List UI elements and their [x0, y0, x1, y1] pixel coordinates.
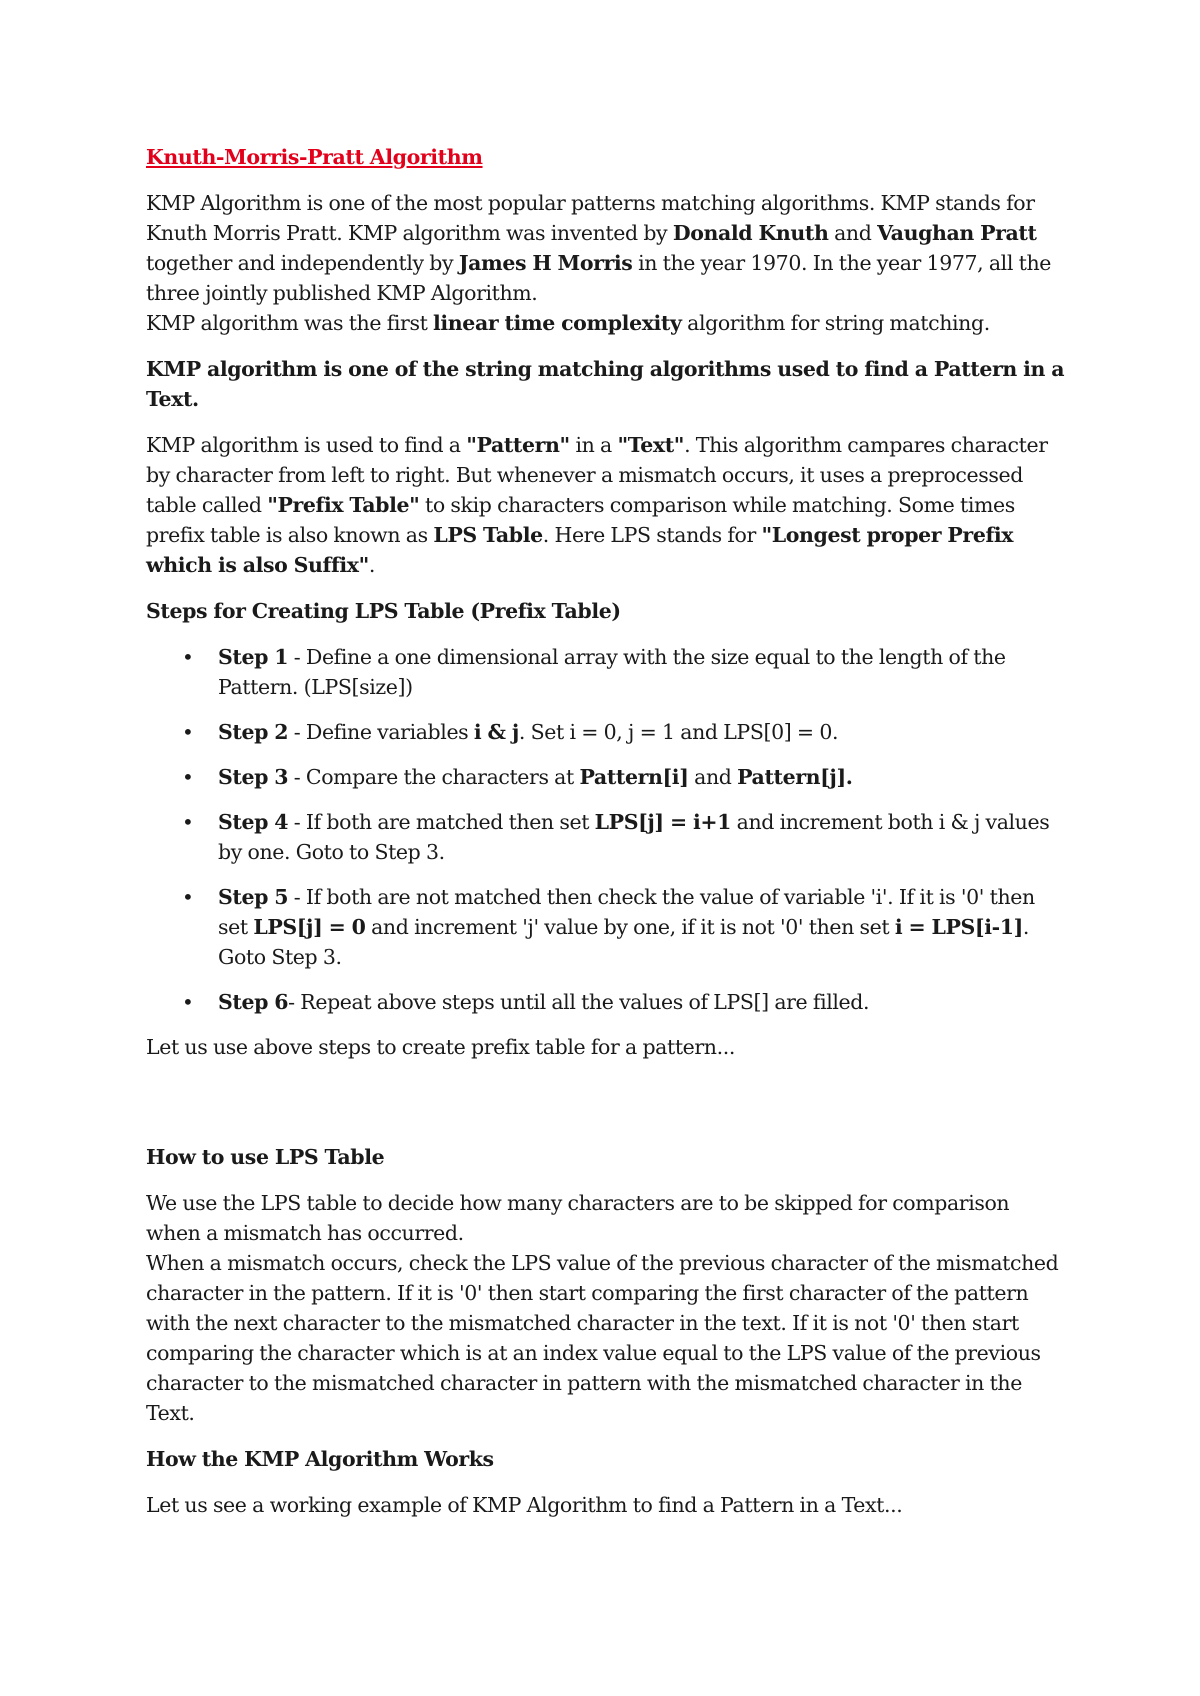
desc-text-6: .: [368, 553, 376, 577]
bullet-icon: •: [182, 765, 194, 789]
desc-text-1: KMP algorithm is used to find a: [146, 433, 467, 457]
steps-list: [146, 642, 1066, 1017]
steps-outro: Let us use above steps to create prefix table for a pattern...: [146, 1035, 735, 1059]
step-item-6: [146, 987, 1066, 1017]
step-text: - Define variables: [288, 720, 474, 744]
intro-bold-linear-time: linear time complexity: [433, 311, 682, 335]
step-bold: Pattern[j].: [737, 765, 853, 789]
intro-text-3: together and independently by: [146, 251, 459, 275]
intro-text-2: and: [828, 221, 878, 245]
intro-bold-vaughan-pratt: Vaughan Pratt: [877, 221, 1037, 245]
lps-paragraph: [146, 1188, 1066, 1428]
step-item-1: [146, 642, 1066, 702]
desc-text-2: in a: [569, 433, 618, 457]
intro-bold-donald-knuth: Donald Knuth: [672, 221, 829, 245]
document-page: [146, 142, 1066, 1536]
step-bold: Pattern[i]: [579, 765, 689, 789]
step-text: . Goto Step 3.: [218, 915, 1029, 969]
step-text: - If both are not matched then check the value of variable 'i'. If it is '0' then set: [218, 885, 1035, 939]
intro-text-5: KMP algorithm was the first: [146, 311, 434, 335]
intro-text-4: in the year 1970. In the year 1977, all the three jointly published KMP Algorithm.: [146, 251, 1051, 305]
works-paragraph: Let us see a working example of KMP Algorithm to find a Pattern in a Text...: [146, 1493, 903, 1517]
intro-text-6: algorithm for string matching.: [681, 311, 990, 335]
step-label: Step 3: [218, 765, 289, 789]
bullet-icon: •: [182, 885, 194, 909]
intro-text-1: KMP Algorithm is one of the most popular patterns matching algorithms. KMP stands for Knuth Morris Pratt. KMP algorithm was invented by: [146, 191, 1035, 245]
desc-bold-lps-meaning: "Longest proper Prefix which is also Suffix": [146, 523, 1014, 577]
step-label: Step 4: [218, 810, 289, 834]
works-heading: How the KMP Algorithm Works: [146, 1447, 494, 1471]
step-text: - Compare the characters at: [288, 765, 580, 789]
step-label: Step 1: [218, 645, 289, 669]
step-text: and: [688, 765, 738, 789]
step-bold: LPS[j] = i+1: [594, 810, 732, 834]
desc-bold-lps-table: LPS Table: [433, 523, 543, 547]
step-bold: i & j: [473, 720, 519, 744]
bullet-icon: •: [182, 990, 194, 1014]
step-item-2: [146, 717, 1066, 747]
intro-paragraph: [146, 188, 1066, 338]
step-text: and increment 'j' value by one, if it is not '0' then set: [365, 915, 895, 939]
step-item-3: [146, 762, 1066, 792]
step-bold: i = LPS[i-1]: [894, 915, 1023, 939]
bullet-icon: •: [182, 810, 194, 834]
description-paragraph: [146, 430, 1066, 580]
step-text: - Define a one dimensional array with the size equal to the length of the Pattern. (LPS[size]): [218, 645, 1006, 699]
desc-bold-prefix-table: "Prefix Table": [267, 493, 420, 517]
step-text: . Set i = 0, j = 1 and LPS[0] = 0.: [518, 720, 839, 744]
document-title: Knuth-Morris-Pratt Algorithm: [146, 145, 483, 169]
lps-text-2: When a mismatch occurs, check the LPS value of the previous character of the mismatched character in the pattern. If it is '0' then start comparing the first character of the pattern with the next character to the mismatched character in the text. If it is not '0' then start comparing the character which is at an index value equal to the LPS value of the previous character to the mismatched character in pattern with the mismatched character in the Text.: [146, 1251, 1059, 1425]
desc-bold-text: "Text": [617, 433, 685, 457]
bold-statement: KMP algorithm is one of the string matching algorithms used to find a Pattern in a Text.: [146, 357, 1065, 411]
blank-space: [146, 1078, 1066, 1142]
step-label: Step 6: [218, 990, 289, 1014]
step-label: Step 5: [218, 885, 289, 909]
step-item-5: [146, 882, 1066, 972]
step-item-4: [146, 807, 1066, 867]
step-label: Step 2: [218, 720, 289, 744]
desc-text-5: . Here LPS stands for: [542, 523, 762, 547]
bullet-icon: •: [182, 645, 194, 669]
step-text: - If both are matched then set: [288, 810, 595, 834]
desc-text-4: to skip characters comparison while matching. Some times prefix table is also known as: [146, 493, 1015, 547]
step-text: - Repeat above steps until all the values of LPS[] are filled.: [288, 990, 870, 1014]
bullet-icon: •: [182, 720, 194, 744]
lps-heading: How to use LPS Table: [146, 1145, 385, 1169]
intro-bold-james-morris: James H Morris: [458, 251, 633, 275]
step-text: and increment both i & j values by one. Goto to Step 3.: [218, 810, 1050, 864]
desc-bold-pattern: "Pattern": [466, 433, 570, 457]
desc-text-3: . This algorithm campares character by character from left to right. But whenever a mismatch occurs, it uses a preprocessed table called: [146, 433, 1048, 517]
step-bold: LPS[j] = 0: [253, 915, 366, 939]
steps-heading: Steps for Creating LPS Table (Prefix Table): [146, 599, 621, 623]
lps-text-1: We use the LPS table to decide how many characters are to be skipped for comparison when a mismatch has occurred.: [146, 1191, 1010, 1245]
